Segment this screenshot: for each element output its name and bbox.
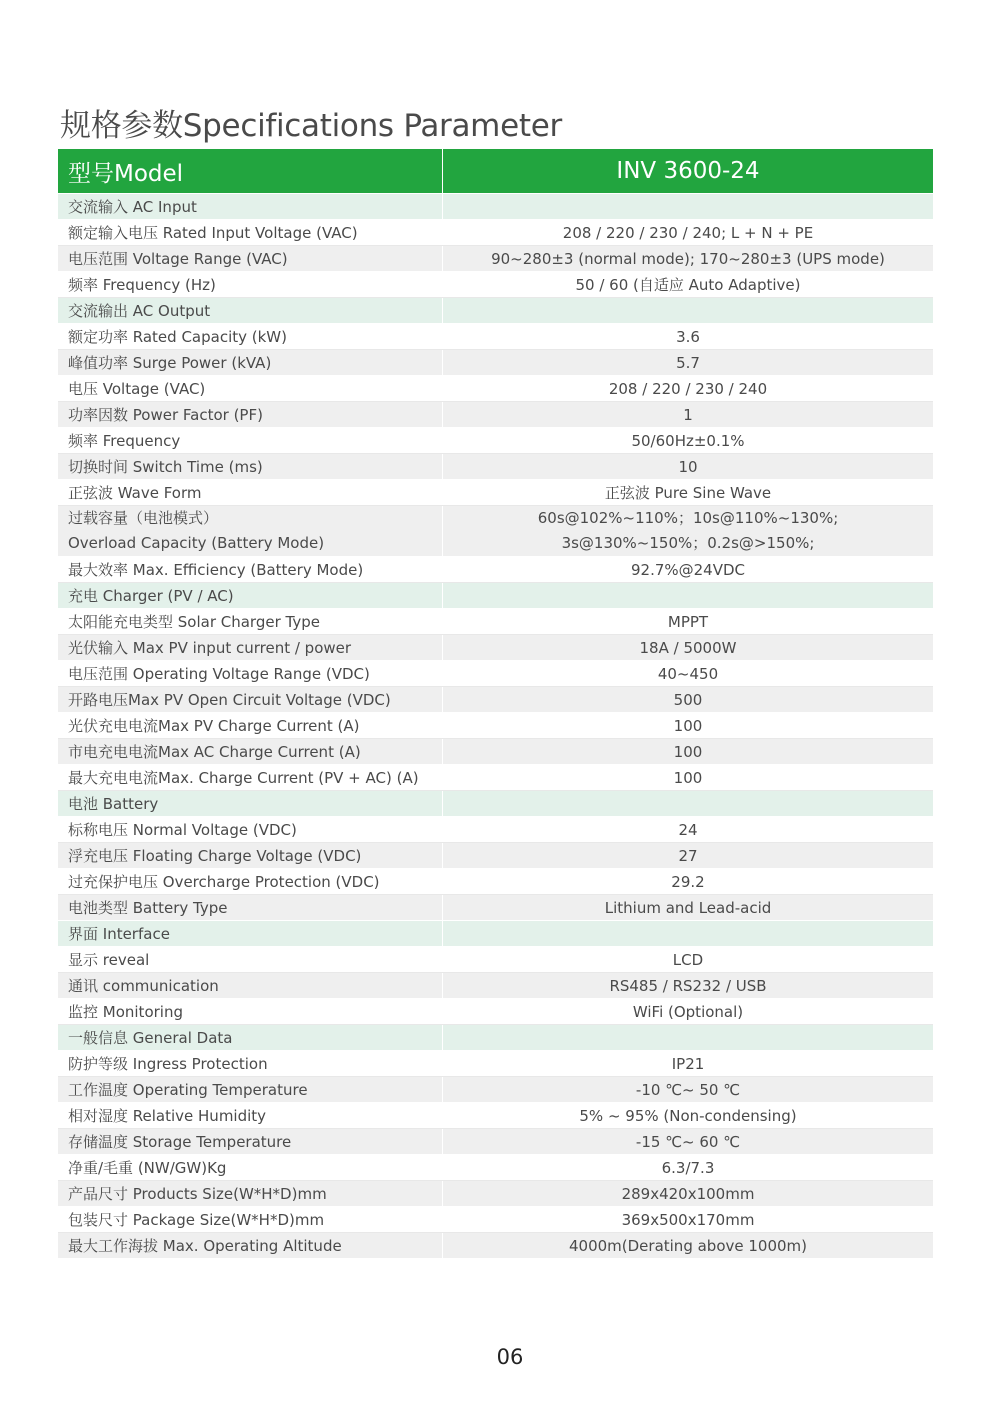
spec-value: 40~450 [443, 661, 934, 687]
spec-label-line: 过载容量（电池模式） [68, 509, 219, 527]
table-row [58, 454, 933, 480]
spec-label: 电压 Voltage (VAC) [58, 376, 443, 402]
spec-label: 工作温度 Operating Temperature [58, 1077, 443, 1103]
spec-value: 92.7%@24VDC [443, 557, 934, 583]
spec-label: 电压范围 Voltage Range (VAC) [58, 246, 443, 272]
spec-value: -10 ℃~ 50 ℃ [443, 1077, 934, 1103]
page-title: 规格参数Specifications Parameter [60, 108, 562, 144]
table-row [58, 402, 933, 428]
spec-label: 净重/毛重 (NW/GW)Kg [58, 1155, 443, 1181]
spec-value: 90~280±3 (normal mode); 170~280±3 (UPS mode) [443, 246, 934, 272]
spec-label: 最大充电电流Max. Charge Current (PV + AC) (A) [58, 765, 443, 791]
spec-value-line: 3s@130%~150%；0.2s@>150%; [561, 534, 815, 552]
table-row [58, 350, 933, 376]
section-header-row [58, 298, 933, 324]
spec-value: 5% ~ 95% (Non-condensing) [443, 1103, 934, 1129]
table-row [58, 687, 933, 713]
spec-value: 4000m(Derating above 1000m) [443, 1233, 934, 1259]
spec-label: 太阳能充电类型 Solar Charger Type [58, 609, 443, 635]
table-row [58, 428, 933, 454]
spec-value: 208 / 220 / 230 / 240 [443, 376, 934, 402]
section-title: 交流输入 AC Input [58, 194, 443, 220]
spec-value: 208 / 220 / 230 / 240; L + N + PE [443, 220, 934, 246]
table-row [58, 1077, 933, 1103]
section-title: 电池 Battery [58, 791, 443, 817]
model-value: INV 3600-24 [443, 149, 934, 194]
table-row [58, 376, 933, 402]
spec-label: 浮充电压 Floating Charge Voltage (VDC) [58, 843, 443, 869]
spec-label: 电压范围 Operating Voltage Range (VDC) [58, 661, 443, 687]
table-row [58, 817, 933, 843]
table-row [58, 1181, 933, 1207]
spec-label: 额定功率 Rated Capacity (kW) [58, 324, 443, 350]
table-row [58, 609, 933, 635]
spec-value: 6.3/7.3 [443, 1155, 934, 1181]
spec-label [58, 506, 443, 557]
table-row [58, 895, 933, 921]
table-row [58, 480, 933, 506]
spec-value: 24 [443, 817, 934, 843]
table-row [58, 843, 933, 869]
spec-value: 29.2 [443, 869, 934, 895]
table-row [58, 557, 933, 583]
table-row [58, 324, 933, 350]
spec-label: 过充保护电压 Overcharge Protection (VDC) [58, 869, 443, 895]
spec-value: 500 [443, 687, 934, 713]
table-row [58, 739, 933, 765]
spec-value: 50/60Hz±0.1% [443, 428, 934, 454]
section-spacer [443, 194, 934, 220]
spec-value: 1 [443, 402, 934, 428]
spec-label: 切换时间 Switch Time (ms) [58, 454, 443, 480]
section-header-row [58, 194, 933, 220]
section-spacer [443, 791, 934, 817]
table-row [58, 999, 933, 1025]
table-row [58, 869, 933, 895]
spec-value: 18A / 5000W [443, 635, 934, 661]
section-spacer [443, 1025, 934, 1051]
spec-label: 正弦波 Wave Form [58, 480, 443, 506]
spec-label: 防护等级 Ingress Protection [58, 1051, 443, 1077]
spec-label-line: Overload Capacity (Battery Mode) [68, 534, 325, 552]
spec-label: 频率 Frequency (Hz) [58, 272, 443, 298]
table-row [58, 506, 933, 557]
spec-label: 包装尺寸 Package Size(W*H*D)mm [58, 1207, 443, 1233]
specifications-table-body [58, 149, 933, 1259]
spec-label: 开路电压Max PV Open Circuit Voltage (VDC) [58, 687, 443, 713]
spec-label: 频率 Frequency [58, 428, 443, 454]
table-row [58, 1129, 933, 1155]
spec-label: 光伏充电电流Max PV Charge Current (A) [58, 713, 443, 739]
specifications-table [58, 149, 933, 1259]
section-header-row [58, 1025, 933, 1051]
section-spacer [443, 583, 934, 609]
section-header-row [58, 583, 933, 609]
spec-label: 存储温度 Storage Temperature [58, 1129, 443, 1155]
spec-value: 27 [443, 843, 934, 869]
table-row [58, 1233, 933, 1259]
spec-value-line: 60s@102%~110%；10s@110%~130%; [537, 509, 839, 527]
table-row [58, 973, 933, 999]
section-title: 界面 Interface [58, 921, 443, 947]
section-title: 一般信息 General Data [58, 1025, 443, 1051]
spec-value: 3.6 [443, 324, 934, 350]
spec-label: 最大效率 Max. Efficiency (Battery Mode) [58, 557, 443, 583]
table-row [58, 947, 933, 973]
table-row [58, 272, 933, 298]
spec-value: 100 [443, 765, 934, 791]
table-row [58, 220, 933, 246]
spec-value: IP21 [443, 1051, 934, 1077]
spec-value [443, 506, 934, 557]
table-row [58, 1155, 933, 1181]
spec-value: MPPT [443, 609, 934, 635]
table-row [58, 246, 933, 272]
spec-value: 289x420x100mm [443, 1181, 934, 1207]
spec-value: 100 [443, 739, 934, 765]
section-header-row [58, 921, 933, 947]
spec-value: LCD [443, 947, 934, 973]
spec-label: 产品尺寸 Products Size(W*H*D)mm [58, 1181, 443, 1207]
spec-label: 最大工作海拔 Max. Operating Altitude [58, 1233, 443, 1259]
page-number: 06 [496, 1345, 524, 1369]
spec-value: 正弦波 Pure Sine Wave [443, 480, 934, 506]
table-row [58, 635, 933, 661]
table-row [58, 765, 933, 791]
spec-label: 监控 Monitoring [58, 999, 443, 1025]
spec-label: 功率因数 Power Factor (PF) [58, 402, 443, 428]
spec-value: 50 / 60 (自适应 Auto Adaptive) [443, 272, 934, 298]
spec-value: RS485 / RS232 / USB [443, 973, 934, 999]
spec-value: WiFi (Optional) [443, 999, 934, 1025]
section-title: 充电 Charger (PV / AC) [58, 583, 443, 609]
table-header-row [58, 149, 933, 194]
spec-value: 369x500x170mm [443, 1207, 934, 1233]
section-title: 交流输出 AC Output [58, 298, 443, 324]
spec-label: 额定输入电压 Rated Input Voltage (VAC) [58, 220, 443, 246]
section-spacer [443, 921, 934, 947]
section-header-row [58, 791, 933, 817]
spec-value: -15 ℃~ 60 ℃ [443, 1129, 934, 1155]
spec-value: Lithium and Lead-acid [443, 895, 934, 921]
spec-value: 10 [443, 454, 934, 480]
spec-value: 100 [443, 713, 934, 739]
section-spacer [443, 298, 934, 324]
spec-label: 峰值功率 Surge Power (kVA) [58, 350, 443, 376]
spec-label: 相对湿度 Relative Humidity [58, 1103, 443, 1129]
spec-value: 5.7 [443, 350, 934, 376]
spec-label: 光伏输入 Max PV input current / power [58, 635, 443, 661]
spec-label: 电池类型 Battery Type [58, 895, 443, 921]
spec-label: 标称电压 Normal Voltage (VDC) [58, 817, 443, 843]
table-row [58, 1103, 933, 1129]
table-row [58, 1207, 933, 1233]
spec-label: 市电充电电流Max AC Charge Current (A) [58, 739, 443, 765]
table-row [58, 661, 933, 687]
spec-label: 显示 reveal [58, 947, 443, 973]
spec-label: 通讯 communication [58, 973, 443, 999]
table-row [58, 1051, 933, 1077]
model-label: 型号Model [58, 149, 443, 194]
table-row [58, 713, 933, 739]
